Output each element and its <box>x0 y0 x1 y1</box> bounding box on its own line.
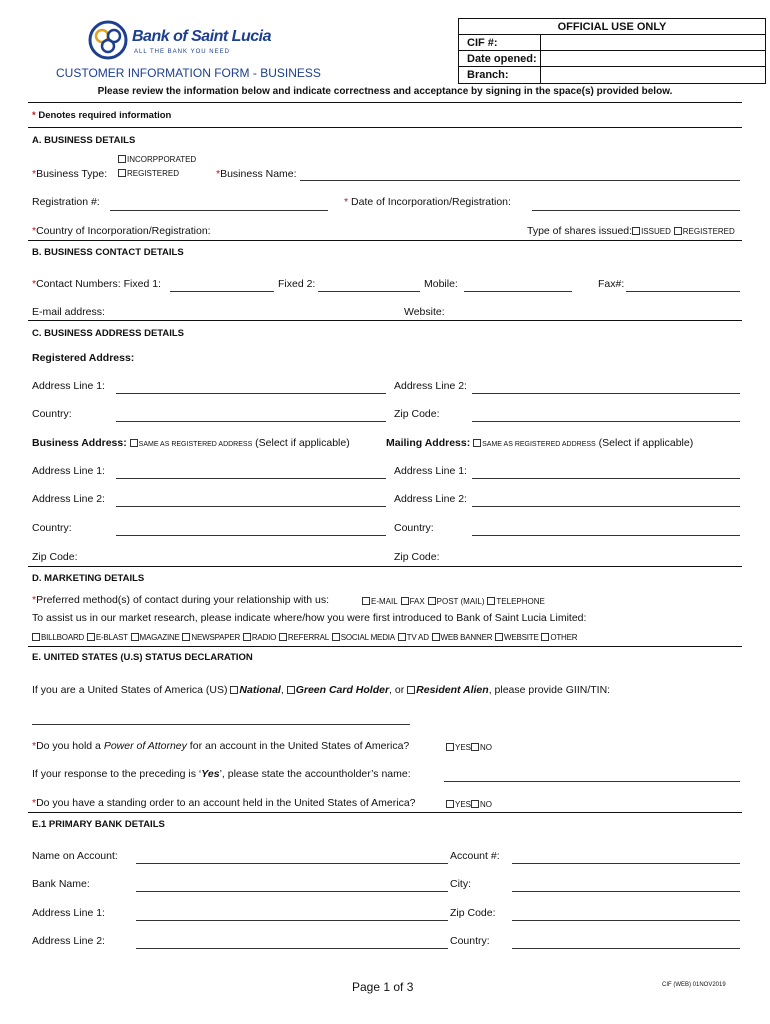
country-incorp-label: *Country of Incorporation/Registration: <box>32 225 211 237</box>
standing-no-checkbox[interactable] <box>471 800 479 808</box>
mail-zip-label: Zip Code: <box>394 551 440 563</box>
reg-zip-label: Zip Code: <box>394 408 440 420</box>
email-method-checkbox[interactable] <box>362 597 370 605</box>
registered-checkbox[interactable] <box>118 169 126 177</box>
bus-addr1-label: Address Line 1: <box>32 465 105 477</box>
national-checkbox[interactable] <box>230 686 238 694</box>
registered-address-label: Registered Address: <box>32 352 135 364</box>
bus-addr1-field[interactable] <box>116 478 386 479</box>
bank-addr2-field[interactable] <box>136 948 448 949</box>
newspaper-checkbox[interactable] <box>182 633 190 641</box>
reg-addr1-label: Address Line 1: <box>32 380 105 392</box>
shares-type-label: Type of shares issued: ISSUED REGISTERED <box>527 225 735 237</box>
section-b-title: B. BUSINESS CONTACT DETAILS <box>32 247 184 258</box>
mail-addr1-label: Address Line 1: <box>394 465 467 477</box>
fixed2-field[interactable] <box>318 291 420 292</box>
standing-order-question: *Do you have a standing order to an account held in the United States of America? <box>32 797 416 809</box>
section-a-title: A. BUSINESS DETAILS <box>32 135 136 146</box>
issued-checkbox[interactable] <box>632 227 640 235</box>
date-incorp-field[interactable] <box>532 210 740 211</box>
resident-alien-checkbox[interactable] <box>407 686 415 694</box>
accountholder-question: If your response to the preceding is ‘Yes’, please state the accountholder’s name: <box>32 768 411 780</box>
mail-addr2-label: Address Line 2: <box>394 493 467 505</box>
section-e1-title: E.1 PRIMARY BANK DETAILS <box>32 819 165 830</box>
reg-addr1-field[interactable] <box>116 393 386 394</box>
divider <box>28 812 742 813</box>
reg-addr2-label: Address Line 2: <box>394 380 467 392</box>
bank-logo-icon <box>88 20 128 60</box>
divider <box>28 646 742 647</box>
poa-question: *Do you hold a Power of Attorney for an account in the United States of America? <box>32 740 410 752</box>
standing-order-options: YES NO <box>446 798 492 810</box>
fixed2-label: Fixed 2: <box>278 278 316 290</box>
radio-checkbox[interactable] <box>243 633 251 641</box>
billboard-checkbox[interactable] <box>32 633 40 641</box>
fax-field[interactable] <box>626 291 740 292</box>
divider <box>28 320 742 321</box>
web-banner-checkbox[interactable] <box>432 633 440 641</box>
bank-logo <box>88 20 288 64</box>
reg-country-field[interactable] <box>116 421 386 422</box>
social-media-checkbox[interactable] <box>332 633 340 641</box>
city-label: City: <box>450 878 471 890</box>
bank-tagline: ALL THE BANK YOU NEED <box>134 49 230 55</box>
section-e-title: E. UNITED STATES (U.S) STATUS DECLARATION <box>32 652 253 663</box>
preferred-contact-label: *Preferred method(s) of contact during your relationship with us: <box>32 594 330 606</box>
divider <box>28 566 742 567</box>
business-address-row: Business Address: SAME AS REGISTERED ADDRESS (Select if applicable) <box>32 437 350 449</box>
website-checkbox[interactable] <box>495 633 503 641</box>
incorporated-checkbox[interactable] <box>118 155 126 163</box>
bank-name-label: Bank Name: <box>32 878 90 890</box>
bus-addr2-label: Address Line 2: <box>32 493 105 505</box>
bank-name-field[interactable] <box>136 891 448 892</box>
green-card-checkbox[interactable] <box>287 686 295 694</box>
cif-field[interactable] <box>541 35 765 50</box>
bank-zip-label: Zip Code: <box>450 907 496 919</box>
poa-options: YES NO <box>446 741 492 753</box>
bus-country-field[interactable] <box>116 535 386 536</box>
market-research-label: To assist us in our market research, please indicate where/how you were first introduced to Bank of Saint Lucia Limited: <box>32 612 587 624</box>
mail-country-field[interactable] <box>472 535 740 536</box>
mobile-field[interactable] <box>464 291 572 292</box>
mail-country-label: Country: <box>394 522 434 534</box>
mailing-same-checkbox[interactable] <box>473 439 481 447</box>
email-label: E-mail address: <box>32 306 105 318</box>
account-no-field[interactable] <box>512 863 740 864</box>
review-instructions: Please review the information below and indicate correctness and acceptance by signing in the space(s) provided below. <box>97 86 673 97</box>
tv-ad-checkbox[interactable] <box>398 633 406 641</box>
poa-yes-checkbox[interactable] <box>446 743 454 751</box>
standing-yes-checkbox[interactable] <box>446 800 454 808</box>
business-name-label: *Business Name: <box>216 168 297 180</box>
bank-addr2-label: Address Line 2: <box>32 935 105 947</box>
registration-no-field[interactable] <box>110 210 328 211</box>
branch-field[interactable] <box>541 67 765 83</box>
reg-country-label: Country: <box>32 408 72 420</box>
fax-label: Fax#: <box>598 278 625 290</box>
city-field[interactable] <box>512 891 740 892</box>
reg-zip-field[interactable] <box>472 421 740 422</box>
reg-addr2-field[interactable] <box>472 393 740 394</box>
bus-zip-label: Zip Code: <box>32 551 78 563</box>
divider <box>28 102 742 103</box>
branch-label: Branch: <box>459 67 541 83</box>
business-same-checkbox[interactable] <box>130 439 138 447</box>
registered-shares-checkbox[interactable] <box>674 227 682 235</box>
source-options: BILLBOARD E-BLAST MAGAZINE NEWSPAPER RADIO REFERRAL SOCIAL MEDIA TV AD WEB BANNER WEBSITE OTHER <box>32 631 577 643</box>
page-number: Page 1 of 3 <box>352 980 414 994</box>
bank-name: Bank of Saint Lucia <box>132 28 271 45</box>
eblast-checkbox[interactable] <box>87 633 95 641</box>
bus-country-label: Country: <box>32 522 72 534</box>
official-use-title: OFFICIAL USE ONLY <box>459 19 765 35</box>
magazine-checkbox[interactable] <box>131 633 139 641</box>
bank-country-label: Country: <box>450 935 490 947</box>
mail-addr2-field[interactable] <box>472 506 740 507</box>
mobile-label: Mobile: <box>424 278 458 290</box>
form-code: CIF (WEB) 01NOV2019 <box>662 982 726 988</box>
date-incorp-label: * Date of Incorporation/Registration: <box>344 196 511 208</box>
bus-addr2-field[interactable] <box>116 506 386 507</box>
form-title: CUSTOMER INFORMATION FORM - BUSINESS <box>56 66 321 80</box>
fax-method-checkbox[interactable] <box>401 597 409 605</box>
contact-numbers-label: *Contact Numbers: Fixed 1: <box>32 278 161 290</box>
name-on-account-label: Name on Account: <box>32 850 118 862</box>
bank-addr1-field[interactable] <box>136 920 448 921</box>
mail-addr1-field[interactable] <box>472 478 740 479</box>
divider <box>28 240 742 241</box>
date-opened-label: Date opened: <box>459 51 541 66</box>
required-note: * Denotes required information <box>32 110 172 121</box>
other-checkbox[interactable] <box>541 633 549 641</box>
incorporated-option[interactable]: INCORPPORATED <box>118 155 196 164</box>
bank-zip-field[interactable] <box>512 920 740 921</box>
date-opened-field[interactable] <box>541 51 765 66</box>
referral-checkbox[interactable] <box>279 633 287 641</box>
mailing-address-row: Mailing Address: SAME AS REGISTERED ADDRESS (Select if applicable) <box>386 437 694 449</box>
official-use-box <box>458 18 766 84</box>
name-on-account-field[interactable] <box>136 863 448 864</box>
registered-option[interactable]: REGISTERED <box>118 169 179 178</box>
telephone-method-checkbox[interactable] <box>487 597 495 605</box>
contact-methods: E-MAIL FAX POST (MAIL) TELEPHONE <box>362 595 545 607</box>
giin-tin-field[interactable] <box>32 724 410 725</box>
website-label: Website: <box>404 306 445 318</box>
section-d-title: D. MARKETING DETAILS <box>32 573 145 584</box>
account-no-label: Account #: <box>450 850 500 862</box>
bank-country-field[interactable] <box>512 948 740 949</box>
registration-no-label: Registration #: <box>32 196 100 208</box>
divider <box>28 127 742 128</box>
business-name-field[interactable] <box>300 180 740 181</box>
business-type-label: *Business Type: <box>32 168 108 180</box>
cif-label: CIF #: <box>459 35 541 50</box>
accountholder-name-field[interactable] <box>444 781 740 782</box>
us-status-question: If you are a United States of America (US) National, Green Card Holder, or Resident Alien, please provide GIIN/TIN: <box>32 684 611 696</box>
bank-addr1-label: Address Line 1: <box>32 907 105 919</box>
section-c-title: C. BUSINESS ADDRESS DETAILS <box>32 328 185 339</box>
poa-no-checkbox[interactable] <box>471 743 479 751</box>
fixed1-field[interactable] <box>170 291 274 292</box>
post-method-checkbox[interactable] <box>428 597 436 605</box>
